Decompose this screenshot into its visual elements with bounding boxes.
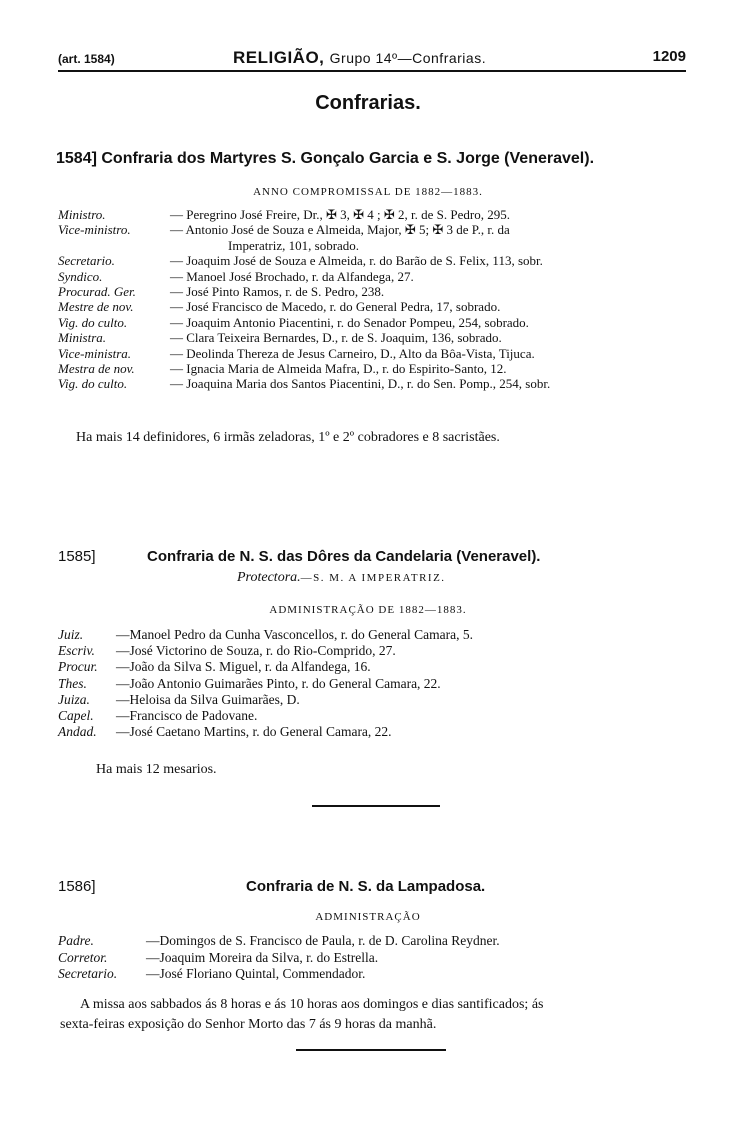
officer-value: — Joaquim José de Souza e Almeida, r. do Barão de S. Felix, 113, sobr. [170, 253, 543, 269]
officer-row [58, 330, 690, 345]
officer-role: Procurad. Ger. [58, 284, 136, 300]
officer-value: —José Floriano Quintal, Commendador. [146, 966, 366, 981]
entry-1586-note-line1: A missa aos sabbados ás 8 horas e ás 10 horas aos domingos e dias santificados; ás [80, 997, 544, 1012]
officer-row [58, 692, 678, 708]
entry-1585-officers [58, 627, 678, 740]
entry-1584-note: Ha mais 14 definidores, 6 irmãs zeladoras, 1º e 2º cobradores e 8 sacristães. [76, 430, 500, 445]
protector-label: Protectora. [237, 570, 301, 585]
officer-value: —João Antonio Guimarães Pinto, r. do General Camara, 22. [116, 675, 441, 691]
officer-row [58, 315, 690, 330]
officer-row [58, 627, 678, 643]
officer-value: — Joaquim Antonio Piacentini, r. do Senador Pompeu, 254, sobrado. [170, 314, 529, 330]
separator-rule [296, 1049, 446, 1051]
officer-role: Juiza. [58, 691, 90, 707]
officer-value: —Heloisa da Silva Guimarães, D. [116, 691, 300, 707]
header-article-ref: (art. 1584) [58, 52, 115, 66]
entry-1585-note: Ha mais 12 mesarios. [96, 762, 217, 777]
officer-role: Vice-ministro. [58, 222, 131, 238]
officer-role: Ministro. [58, 207, 106, 222]
officer-value: — José Pinto Ramos, r. de S. Pedro, 238. [170, 284, 385, 300]
header-rule [58, 70, 686, 72]
protector-value: —S. M. A IMPERATRIZ. [300, 572, 446, 584]
officer-value: —José Caetano Martins, r. do General Camara, 22. [116, 724, 392, 740]
officer-role: Corretor. [58, 949, 108, 965]
officer-row [58, 933, 678, 950]
officer-value: — Manoel José Brochado, r. da Alfandega, 27. [170, 268, 414, 284]
officer-value: —Joaquim Moreira da Silva, r. do Estrella. [146, 949, 379, 965]
officer-row [58, 222, 690, 237]
officer-row [58, 659, 678, 675]
officer-value: —João da Silva S. Miguel, r. da Alfandega, 16. [116, 659, 371, 675]
officer-role: Ministra. [58, 330, 107, 346]
section-title: Confrarias. [315, 92, 421, 114]
officer-role: Syndico. [58, 268, 103, 284]
entry-1585-number: 1585] [58, 548, 96, 565]
officer-role: Vice-ministra. [58, 345, 132, 361]
officer-role: Vig. do culto. [58, 314, 128, 330]
officer-value: — José Francisco de Macedo, r. do General Pedra, 17, sobrado. [170, 299, 501, 315]
officer-value: —Francisco de Padovane. [116, 708, 258, 724]
officer-role: Secretario. [58, 253, 115, 269]
officer-role: Capel. [58, 708, 94, 724]
header-section-bold: RELIGIÃO, [233, 48, 325, 67]
officer-value: — Ignacia Maria de Almeida Mafra, D., r. do Espirito-Santo, 12. [170, 361, 507, 377]
officer-role: Juiz. [58, 627, 84, 642]
officer-row [58, 269, 690, 284]
officer-row [58, 950, 678, 967]
officer-role: Mestre de nov. [58, 299, 134, 315]
officer-row [58, 708, 678, 724]
officer-row [58, 643, 678, 659]
officer-value: — Clara Teixeira Bernardes, D., r. de S. Joaquim, 136, sobrado. [170, 330, 502, 346]
officer-row [58, 207, 690, 222]
entry-1584-subtitle: ANNO COMPROMISSAL DE 1882—1883. [253, 186, 483, 198]
header-section [233, 48, 486, 68]
officer-row [58, 346, 690, 361]
officer-row [58, 676, 678, 692]
page-number: 1209 [652, 48, 686, 65]
officer-value: — Peregrino José Freire, Dr., ✠ 3, ✠ 4 ; ✠ 2, r. de S. Pedro, 295. [170, 207, 510, 222]
entry-name: Confraria dos Martyres S. Gonçalo Garcia e S. Jorge (Veneravel). [101, 150, 595, 167]
entry-1586-officers [58, 933, 678, 983]
entry-number: 1584] [56, 150, 97, 167]
officer-value: — Antonio José de Souza e Almeida, Major, ✠ 5; ✠ 3 de P., r. da [170, 222, 510, 238]
entry-1586-subtitle: ADMINISTRAÇÃO [315, 911, 421, 923]
officer-role: Procur. [58, 659, 98, 675]
officer-role: Andad. [58, 724, 97, 740]
officer-role: Thes. [58, 675, 87, 691]
entry-1586-name: Confraria de N. S. da Lampadosa. [246, 878, 486, 895]
officer-role: Padre. [58, 933, 94, 948]
entry-1586-note-line2: sexta-feiras exposição do Senhor Morto das 7 ás 9 horas da manhã. [60, 1017, 437, 1032]
officer-role: Mestra de nov. [58, 361, 135, 377]
entry-1585-subtitle: ADMINISTRAÇÃO DE 1882—1883. [269, 604, 467, 616]
officer-role: Vig. do culto. [58, 376, 128, 392]
separator-rule [312, 805, 440, 807]
entry-1584-heading [56, 150, 594, 168]
header-section-rest: Grupo 14º—Confrarias. [329, 50, 487, 66]
entry-1585-name: Confraria de N. S. das Dôres da Candelaria (Veneravel). [147, 548, 541, 565]
entry-1585-protector [237, 570, 446, 586]
officer-row [58, 299, 690, 314]
officer-value: — Deolinda Thereza de Jesus Carneiro, D., Alto da Bôa-Vista, Tijuca. [170, 345, 535, 361]
page-header [58, 48, 686, 70]
officer-value: —Manoel Pedro da Cunha Vasconcellos, r. do General Camara, 5. [116, 627, 474, 642]
officer-role: Escriv. [58, 643, 95, 659]
officer-role: Secretario. [58, 966, 118, 981]
entry-1584-officers [58, 207, 690, 392]
officer-row [58, 284, 690, 299]
officer-value: —Domingos de S. Francisco de Paula, r. de D. Carolina Reydner. [146, 933, 500, 948]
officer-row-continuation [58, 238, 690, 253]
officer-row [58, 724, 678, 740]
officer-value-cont: Imperatriz, 101, sobrado. [228, 237, 360, 253]
officer-row [58, 361, 690, 376]
officer-row [58, 253, 690, 268]
officer-row [58, 966, 678, 983]
officer-value: —José Victorino de Souza, r. do Rio-Comprido, 27. [116, 643, 396, 659]
entry-1586-number: 1586] [58, 878, 96, 895]
officer-row [58, 376, 690, 391]
officer-value: — Joaquina Maria dos Santos Piacentini, D., r. do Sen. Pomp., 254, sobr. [170, 376, 551, 392]
